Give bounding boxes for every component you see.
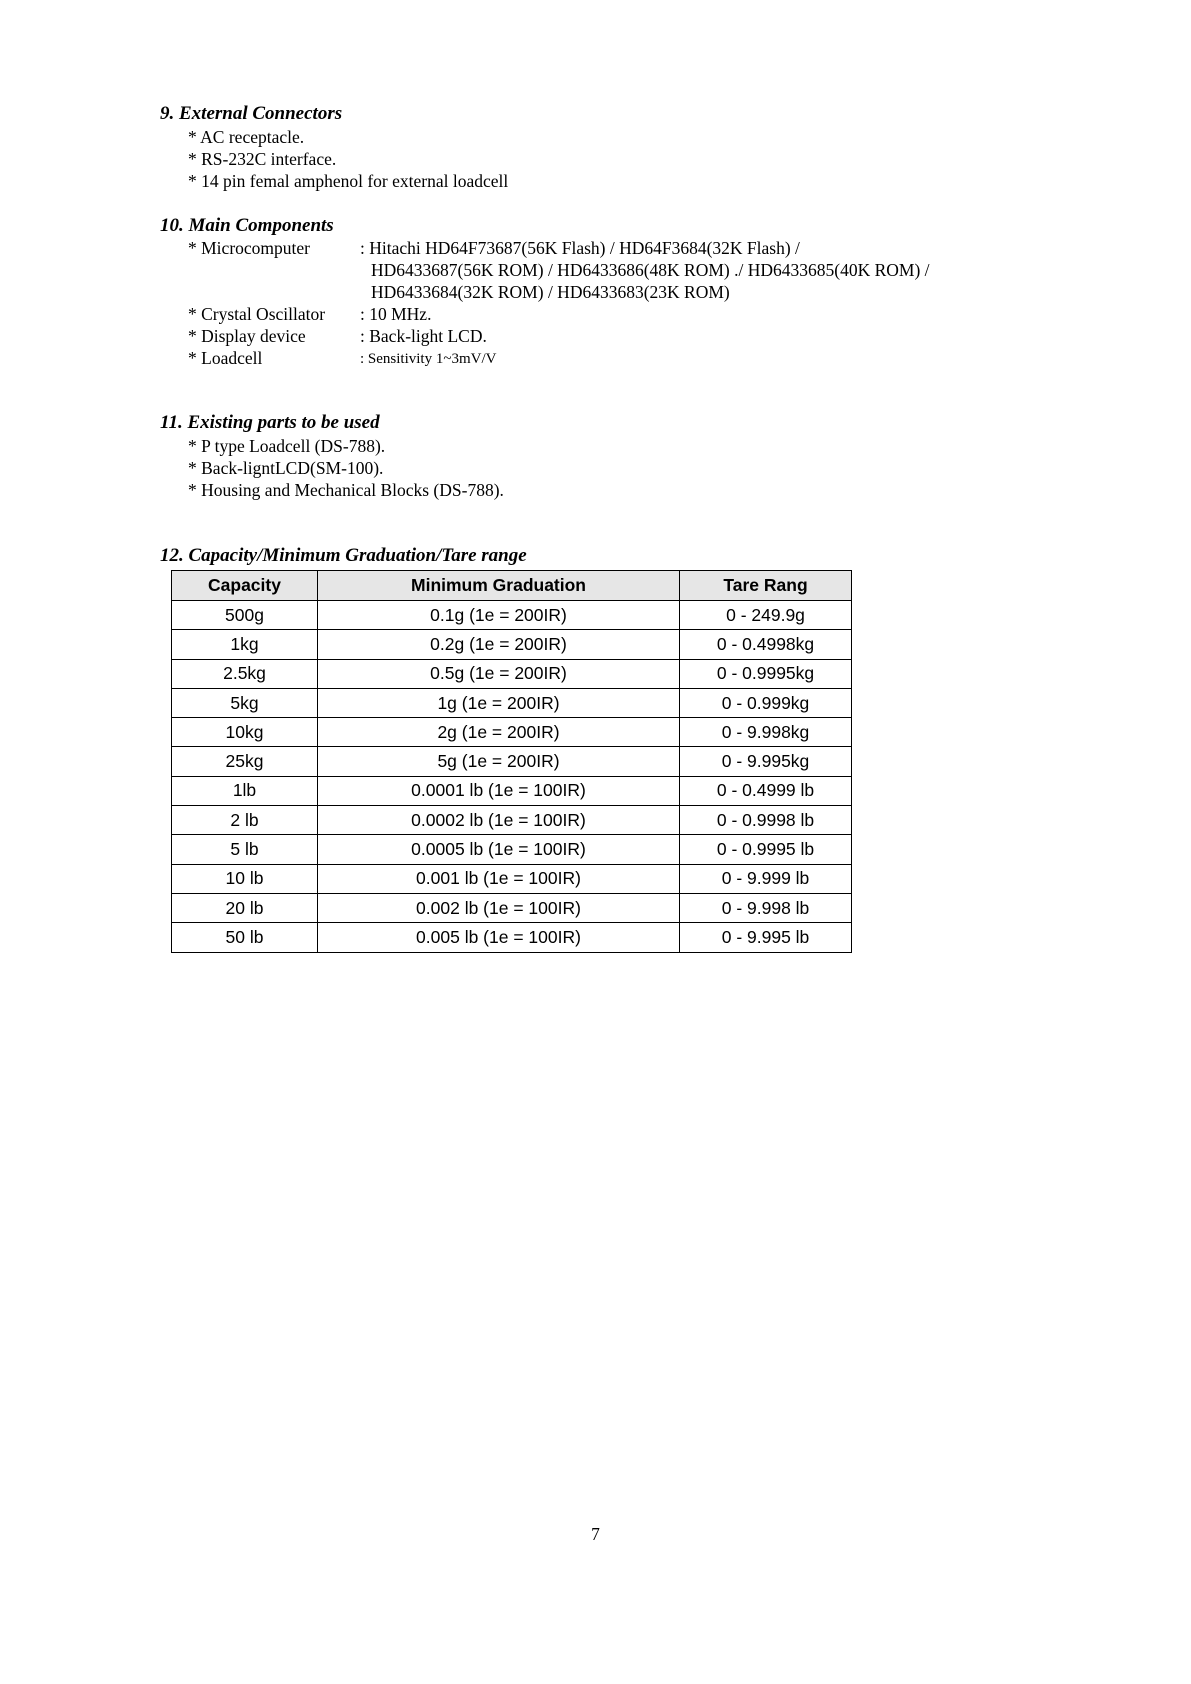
table-row bbox=[172, 923, 852, 952]
microcomputer-value-line: : Hitachi HD64F73687(56K Flash) / HD64F3684(32K Flash) / bbox=[360, 238, 800, 258]
table-row bbox=[172, 659, 852, 688]
table-row bbox=[172, 776, 852, 805]
table-row bbox=[172, 835, 852, 864]
table-row bbox=[172, 747, 852, 776]
capacity-cell: 5 lb bbox=[172, 835, 318, 864]
graduation-cell: 2g (1e = 200IR) bbox=[318, 718, 680, 747]
capacity-cell: 2 lb bbox=[172, 806, 318, 835]
capacity-cell: 10kg bbox=[172, 718, 318, 747]
table-header-row bbox=[172, 571, 852, 601]
microcomputer-value-line: HD6433684(32K ROM) / HD6433683(23K ROM) bbox=[371, 282, 730, 302]
connector-item: * AC receptacle. bbox=[188, 127, 305, 147]
tare-range-cell: 0 - 9.998kg bbox=[680, 718, 852, 747]
table-row bbox=[172, 688, 852, 717]
graduation-cell: 0.002 lb (1e = 100IR) bbox=[318, 893, 680, 922]
graduation-cell: 0.1g (1e = 200IR) bbox=[318, 601, 680, 630]
graduation-cell: 1g (1e = 200IR) bbox=[318, 688, 680, 717]
crystal-oscillator-value: : 10 MHz. bbox=[360, 304, 432, 324]
column-header-minimum-graduation: Minimum Graduation bbox=[318, 571, 680, 601]
table-row bbox=[172, 718, 852, 747]
capacity-cell: 500g bbox=[172, 601, 318, 630]
section-12-heading: 12. Capacity/Minimum Graduation/Tare range bbox=[160, 545, 527, 566]
table-row bbox=[172, 806, 852, 835]
graduation-cell: 0.0002 lb (1e = 100IR) bbox=[318, 806, 680, 835]
table-row bbox=[172, 893, 852, 922]
existing-part-item: * Back-ligntLCD(SM-100). bbox=[188, 458, 384, 478]
tare-range-cell: 0 - 249.9g bbox=[680, 601, 852, 630]
microcomputer-value-line: HD6433687(56K ROM) / HD6433686(48K ROM) ./ HD6433685(40K ROM) / bbox=[371, 260, 930, 280]
capacity-cell: 25kg bbox=[172, 747, 318, 776]
page-number: 7 bbox=[591, 1524, 600, 1544]
graduation-cell: 5g (1e = 200IR) bbox=[318, 747, 680, 776]
capacity-cell: 20 lb bbox=[172, 893, 318, 922]
graduation-cell: 0.001 lb (1e = 100IR) bbox=[318, 864, 680, 893]
capacity-cell: 2.5kg bbox=[172, 659, 318, 688]
connector-item: * 14 pin femal amphenol for external loadcell bbox=[188, 171, 509, 191]
column-header-tare-range: Tare Rang bbox=[680, 571, 852, 601]
loadcell-value: : Sensitivity 1~3mV/V bbox=[360, 351, 497, 367]
column-header-capacity: Capacity bbox=[172, 571, 318, 601]
tare-range-cell: 0 - 0.4998kg bbox=[680, 630, 852, 659]
tare-range-cell: 0 - 0.4999 lb bbox=[680, 776, 852, 805]
table-row bbox=[172, 864, 852, 893]
existing-part-item: * P type Loadcell (DS-788). bbox=[188, 436, 386, 456]
section-9-heading: 9. External Connectors bbox=[160, 103, 343, 124]
loadcell-label: * Loadcell bbox=[188, 348, 263, 368]
tare-range-cell: 0 - 0.999kg bbox=[680, 688, 852, 717]
section-10-heading: 10. Main Components bbox=[160, 215, 334, 236]
tare-range-cell: 0 - 9.998 lb bbox=[680, 893, 852, 922]
capacity-cell: 1kg bbox=[172, 630, 318, 659]
tare-range-cell: 0 - 9.999 lb bbox=[680, 864, 852, 893]
tare-range-cell: 0 - 0.9998 lb bbox=[680, 806, 852, 835]
tare-range-cell: 0 - 0.9995kg bbox=[680, 659, 852, 688]
tare-range-cell: 0 - 9.995kg bbox=[680, 747, 852, 776]
section-11-heading: 11. Existing parts to be used bbox=[160, 412, 380, 433]
graduation-cell: 0.0001 lb (1e = 100IR) bbox=[318, 776, 680, 805]
capacity-cell: 5kg bbox=[172, 688, 318, 717]
microcomputer-label: * Microcomputer bbox=[188, 238, 310, 258]
graduation-cell: 0.005 lb (1e = 100IR) bbox=[318, 923, 680, 952]
existing-part-item: * Housing and Mechanical Blocks (DS-788). bbox=[188, 480, 504, 500]
table-row bbox=[172, 601, 852, 630]
capacity-table bbox=[171, 570, 852, 953]
tare-range-cell: 0 - 0.9995 lb bbox=[680, 835, 852, 864]
capacity-cell: 10 lb bbox=[172, 864, 318, 893]
graduation-cell: 0.0005 lb (1e = 100IR) bbox=[318, 835, 680, 864]
graduation-cell: 0.2g (1e = 200IR) bbox=[318, 630, 680, 659]
connector-item: * RS-232C interface. bbox=[188, 149, 337, 169]
tare-range-cell: 0 - 9.995 lb bbox=[680, 923, 852, 952]
crystal-oscillator-label: * Crystal Oscillator bbox=[188, 304, 326, 324]
capacity-cell: 1lb bbox=[172, 776, 318, 805]
table-row bbox=[172, 630, 852, 659]
capacity-cell: 50 lb bbox=[172, 923, 318, 952]
display-device-label: * Display device bbox=[188, 326, 306, 346]
display-device-value: : Back-light LCD. bbox=[360, 326, 487, 346]
graduation-cell: 0.5g (1e = 200IR) bbox=[318, 659, 680, 688]
